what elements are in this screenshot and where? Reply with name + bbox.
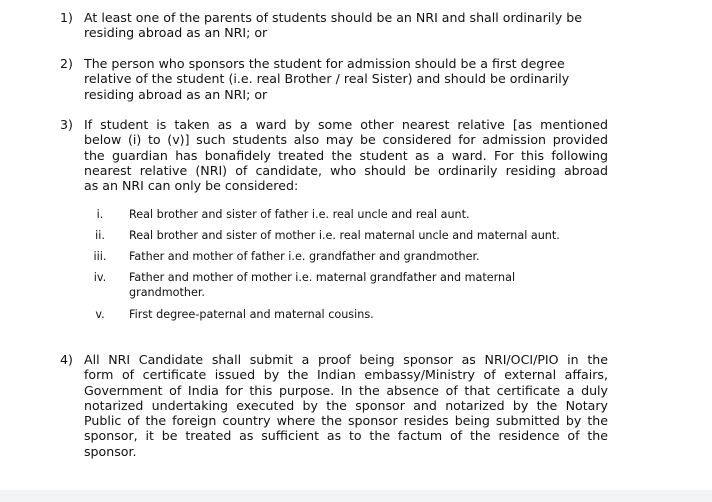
roman-numeral: iii. <box>93 250 107 263</box>
sub-item-text <box>129 308 589 323</box>
text-line: nearest relative (NRI) of candidate, who should be ordinarily residing abroad <box>84 162 608 178</box>
sub-item-text <box>129 229 589 244</box>
text-line: as an NRI can only be considered: <box>84 178 299 194</box>
sub-item-text <box>129 208 589 223</box>
text-line: grandmother. <box>129 285 205 299</box>
text-line: Father and mother of father i.e. grandfather and grandmother. <box>129 250 480 263</box>
text-line: First degree-paternal and maternal cousins. <box>129 308 374 321</box>
text-line: below (i) to (v)] such students also may be considered for admission provided <box>84 132 608 148</box>
roman-numeral: ii. <box>95 229 105 242</box>
roman-numeral: i. <box>96 208 104 221</box>
text-line: sponsor. <box>84 443 137 459</box>
text-line: Real brother and sister of mother i.e. real maternal uncle and maternal aunt. <box>129 229 560 242</box>
roman-numeral: iv. <box>93 271 107 284</box>
item-number: 4) <box>60 352 73 367</box>
text-line: form of certificate issued by the Indian embassy/Ministry of external affairs, <box>84 367 608 383</box>
text-line: residing abroad as an NRI; or <box>84 86 268 102</box>
text-line: sponsor, it be treated as sufficient as to the factum of the residence of the <box>84 428 608 444</box>
text-line: At least one of the parents of students should be an NRI and shall ordinarily be <box>84 10 582 25</box>
sub-item-text <box>129 250 589 265</box>
text-line: notarized undertaking executed by the sponsor and notarized by the Notary <box>84 397 608 413</box>
text-line: Government of India for this purpose. In the absence of that certificate a duly <box>84 382 608 398</box>
text-line: relative of the student (i.e. real Brother / real Sister) and should be ordinarily <box>84 71 570 87</box>
text-line: All NRI Candidate shall submit a proof being sponsor as NRI/OCI/PIO in the <box>84 352 608 367</box>
item-text <box>84 352 608 459</box>
page-bottom-edge <box>0 490 712 502</box>
text-line: If student is taken as a ward by some other nearest relative [as mentioned <box>84 117 608 132</box>
item-number: 1) <box>60 10 73 25</box>
item-text <box>84 56 608 102</box>
roman-numeral: v. <box>95 308 105 321</box>
text-line: Father and mother of mother i.e. maternal grandfather and maternal <box>129 271 516 284</box>
text-line: Public of the foreign country where the sponsor resides being submitted by the <box>84 413 608 429</box>
item-number: 2) <box>60 56 73 71</box>
item-text <box>84 10 608 41</box>
text-line: residing abroad as an NRI; or <box>84 25 268 41</box>
item-number: 3) <box>60 117 73 132</box>
item-text <box>84 117 608 193</box>
sub-item-text <box>129 271 589 300</box>
text-line: the guardian has bonafidely treated the student as a ward. For this following <box>84 147 608 163</box>
text-line: Real brother and sister of father i.e. real uncle and real aunt. <box>129 208 470 221</box>
text-line: The person who sponsors the student for admission should be a first degree <box>84 56 565 71</box>
